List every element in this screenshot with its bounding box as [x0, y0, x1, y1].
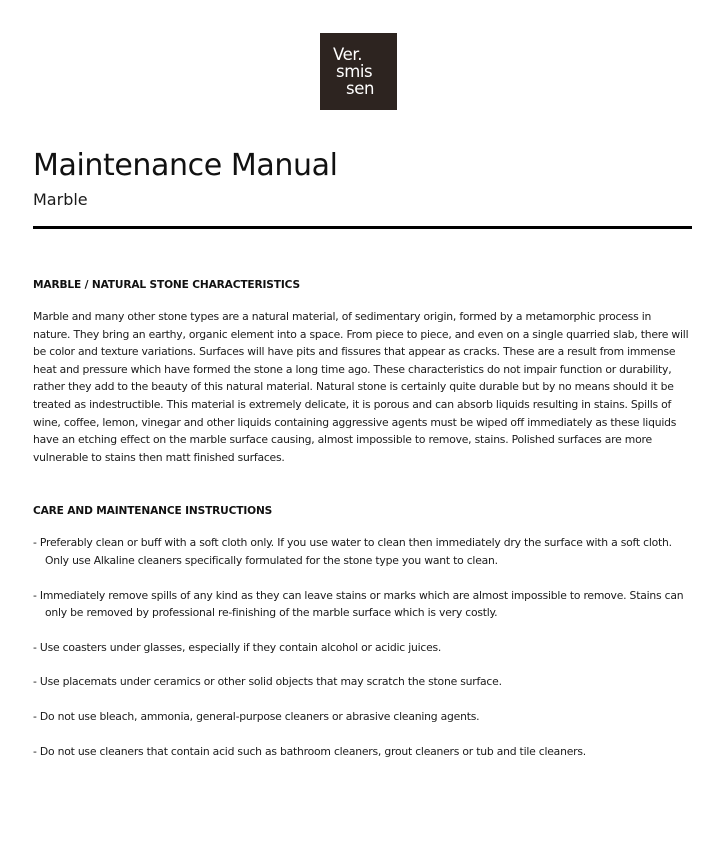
list-item: - Use coasters under glasses, especially if they contain alcohol or acidic juices.: [33, 640, 442, 654]
care-instructions-list: [33, 534, 690, 760]
logo-square: [320, 33, 397, 110]
section-heading-characteristics: MARBLE / NATURAL STONE CHARACTERISTICS: [33, 279, 300, 291]
logo-wordmark: [333, 46, 374, 97]
page-title: Maintenance Manual: [33, 148, 338, 183]
header-divider: [33, 226, 692, 229]
document-body: [33, 278, 690, 760]
list-item: - Use placemats under ceramics or other solid objects that may scratch the stone surface.: [33, 675, 502, 689]
section-paragraph-characteristics: Marble and many other stone types are a natural material, of sedimentary origin, formed by a metamorphic process in nature. They bring an earthy, organic element into a space. From piece to piece, and even on a single quarried slab, there will be color and texture variations. Surfaces will have pits and fissures that appear as cracks. These are a result from immense heat and pressure which have formed the stone a long time ago. These characteristics do not impair function or durability, rather they add to the beauty of this natural material. Natural stone is certainly quite durable but by no means should it be treated as indestructible. This material is extremely delicate, it is porous and can absorb liquids resulting in stains. Spills of wine, coffee, lemon, vinegar and other liquids containing aggressive agents must be wiped off immediately as these liquids have an etching effect on the marble surface causing, almost impossible to remove, stains. Polished surfaces are more vulnerable to stains then matt finished surfaces.: [33, 310, 689, 464]
section-heading-care: CARE AND MAINTENANCE INSTRUCTIONS: [33, 505, 273, 518]
logo-line-2: smis: [336, 62, 373, 81]
logo-line-1: Ver.: [333, 45, 363, 64]
page-subtitle: Marble: [33, 190, 88, 209]
list-item: - Preferably clean or buff with a soft cloth only. If you use water to clean then immediately dry the surface with a soft cloth. Only use Alkaline cleaners specifically formulated for the stone type you want to clean.: [33, 536, 672, 567]
section-spacer: [33, 466, 690, 504]
logo-line-3: sen: [346, 79, 375, 98]
list-item: - Do not use bleach, ammonia, general-purpose cleaners or abrasive cleaning agents.: [33, 709, 480, 723]
list-item: - Immediately remove spills of any kind as they can leave stains or marks which are almost impossible to remove. Stains can only be removed by professional re-finishing of the marble surface which is very costly.: [33, 588, 684, 620]
document-header: [33, 148, 693, 211]
list-item: - Do not use cleaners that contain acid such as bathroom cleaners, grout cleaners or tub and tile cleaners.: [33, 744, 586, 758]
brand-logo: [320, 33, 397, 110]
